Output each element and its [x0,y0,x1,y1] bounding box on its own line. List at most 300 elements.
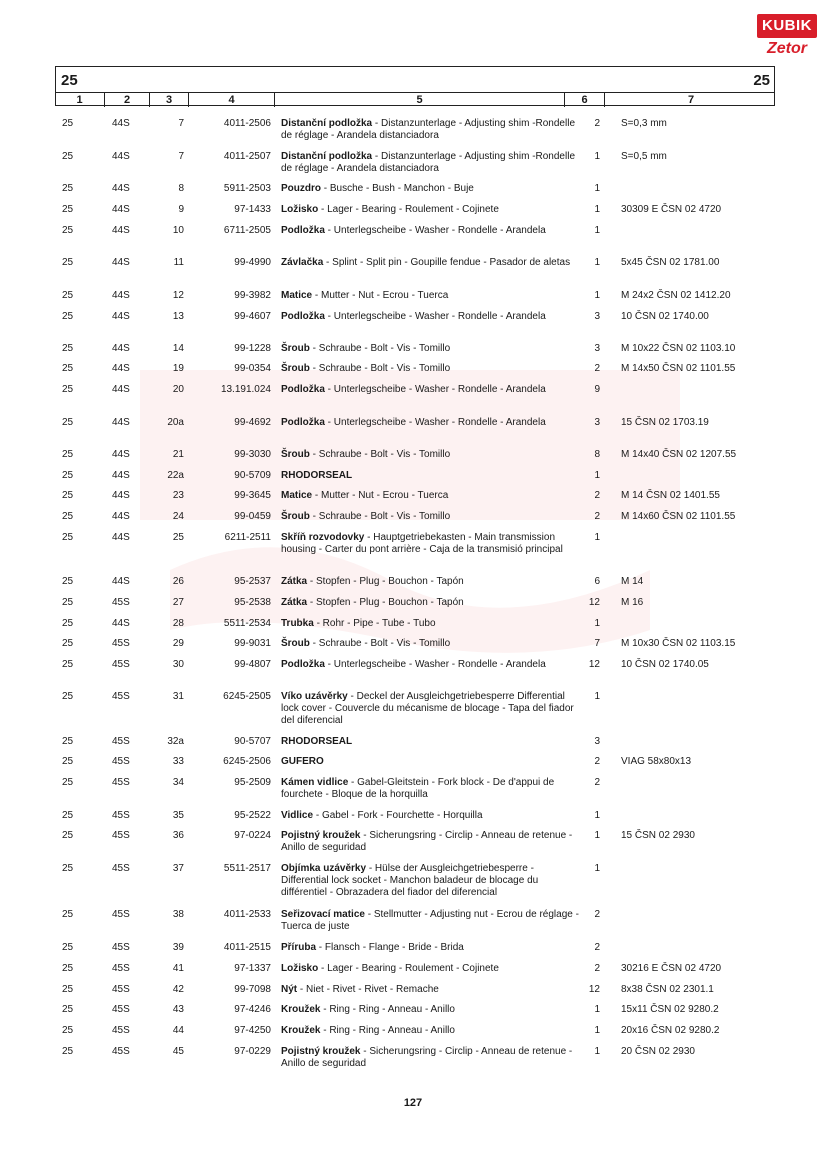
quantity-cell: 3 [594,311,600,322]
kubik-zetor-logo [757,14,817,66]
description-cell [281,638,581,650]
quantity-cell: 3 [594,343,600,354]
group-cell: 44S [112,311,130,322]
group-cell: 45S [112,863,130,874]
section-cell: 25 [62,659,74,670]
section-cell: 25 [62,343,74,354]
part-name: Pouzdro [281,183,321,194]
group-cell: 44S [112,183,130,194]
group-cell: 45S [112,736,130,747]
position-cell: 10 [172,225,184,236]
part-name: Kroužek [281,1025,321,1036]
part-number-cell: 95-2537 [234,576,271,587]
part-name: Skříň rozvodovky [281,532,365,543]
position-cell: 37 [172,863,184,874]
quantity-cell: 1 [594,470,600,481]
description-cell [281,449,581,461]
section-cell: 25 [62,204,74,215]
part-number-cell: 97-0224 [234,830,271,841]
section-cell: 25 [62,576,74,587]
part-number-cell: 5511-2534 [223,618,271,629]
logo-kubik-text: KUBIK [757,14,817,38]
part-translations: - Gabel-Gleitstein - Fork block - De d'appui de fourchete - Bloque de la horquilla [281,777,555,800]
part-number-cell: 97-1433 [234,204,271,215]
group-cell: 44S [112,204,130,215]
group-cell: 44S [112,449,130,460]
group-cell: 44S [112,151,130,162]
quantity-cell: 1 [594,1025,600,1036]
part-name: Podložka [281,659,325,670]
position-cell: 23 [172,490,184,501]
group-cell: 45S [112,963,130,974]
part-name: Podložka [281,225,325,236]
part-name: Matice [281,490,313,501]
group-cell: 45S [112,1025,130,1036]
page-number: 127 [403,1097,423,1109]
part-translations: - Sicherungsring - Circlip - Anneau de retenue - Anillo de seguridad [281,1046,573,1069]
part-number-cell: 4011-2533 [223,909,271,920]
section-cell: 25 [62,290,74,301]
part-number-cell: 6245-2505 [223,691,271,702]
section-cell: 25 [62,909,74,920]
part-name: Zátka [281,597,308,608]
part-number-cell: 5911-2503 [223,183,271,194]
section-cell: 25 [62,863,74,874]
part-translations: - Busche - Bush - Manchon - Buje [321,183,474,194]
position-cell: 11 [173,257,184,268]
part-number-cell: 99-4607 [234,311,271,322]
section-cell: 25 [62,1025,74,1036]
section-cell: 25 [62,1046,74,1057]
part-name: RHODORSEAL [281,470,353,481]
position-cell: 44 [172,1025,184,1036]
position-cell: 41 [172,963,184,974]
part-translations: - Schraube - Bolt - Vis - Tomillo [309,638,451,649]
group-cell: 45S [112,1046,130,1057]
part-translations: - Unterlegscheibe - Washer - Rondelle - Arandela [324,311,546,322]
group-cell: 44S [112,618,130,629]
section-cell: 25 [62,311,74,322]
part-translations: - Schraube - Bolt - Vis - Tomillo [309,343,451,354]
group-cell: 44S [112,532,130,543]
part-name: Kámen vidlice [281,777,349,788]
section-cell: 25 [62,449,74,460]
position-cell: 45 [172,1046,184,1057]
group-cell: 44S [112,363,130,374]
part-number-cell: 99-0354 [234,363,271,374]
group-cell: 45S [112,942,130,953]
part-name: Ložisko [281,204,319,215]
part-name: Podložka [281,311,325,322]
description-cell [281,511,581,523]
position-cell: 26 [172,576,184,587]
section-cell: 25 [62,183,74,194]
part-translations: - Unterlegscheibe - Washer - Rondelle - Arandela [324,659,546,670]
group-cell: 45S [112,909,130,920]
part-number-cell: 99-4990 [234,257,271,268]
description-cell [281,151,581,175]
position-cell: 29 [172,638,184,649]
note-cell: M 10x30 ČSN 02 1103.15 [621,638,736,649]
part-name: Závlačka [281,257,324,268]
part-translations: - Lager - Bearing - Roulement - Cojinete [318,204,499,215]
group-cell: 44S [112,257,130,268]
description-cell [281,736,581,748]
description-cell [281,183,581,195]
position-cell: 28 [172,618,184,629]
part-number-cell: 97-1337 [234,963,271,974]
part-number-cell: 6211-2511 [224,532,271,543]
quantity-cell: 1 [594,225,600,236]
quantity-cell: 12 [588,597,600,608]
note-cell: 5x45 ČSN 02 1781.00 [621,257,720,268]
position-cell: 27 [172,597,184,608]
part-number-cell: 6245-2506 [223,756,271,767]
quantity-cell: 3 [594,417,600,428]
position-cell: 14 [172,343,184,354]
description-cell [281,118,581,142]
quantity-cell: 1 [594,1004,600,1015]
description-cell [281,490,581,502]
description-cell [281,984,581,996]
description-cell [281,1025,581,1037]
column-number-2: 2 [105,93,150,107]
quantity-cell: 2 [594,490,600,501]
part-number-cell: 4011-2506 [223,118,271,129]
position-cell: 35 [172,810,184,821]
position-cell: 30 [172,659,184,670]
description-cell [281,311,581,323]
quantity-cell: 2 [594,963,600,974]
section-number-right: 25 [753,72,770,89]
part-translations: - Splint - Split pin - Goupille fendue - Pasador de aletas [323,257,571,268]
column-number-row [55,92,775,107]
group-cell: 44S [112,470,130,481]
description-cell [281,909,581,933]
part-translations: - Gabel - Fork - Fourchette - Horquilla [313,810,483,821]
position-cell: 33 [172,756,184,767]
section-cell: 25 [62,532,74,543]
description-cell [281,810,581,822]
part-number-cell: 99-1228 [234,343,271,354]
part-number-cell: 97-4246 [234,1004,271,1015]
part-translations: - Hauptgetriebekasten - Main transmission housing - Carter du pont arrière - Caja de la transmisió principal [281,532,563,555]
part-number-cell: 97-0229 [234,1046,271,1057]
part-translations: - Schraube - Bolt - Vis - Tomillo [309,511,451,522]
part-number-cell: 99-4807 [234,659,271,670]
section-cell: 25 [62,417,74,428]
description-cell [281,1004,581,1016]
position-cell: 39 [172,942,184,953]
section-cell: 25 [62,756,74,767]
part-number-cell: 4011-2515 [223,942,271,953]
quantity-cell: 12 [588,659,600,670]
section-cell: 25 [62,151,74,162]
note-cell: M 14x40 ČSN 02 1207.55 [621,449,737,460]
part-name: RHODORSEAL [281,736,353,747]
section-cell: 25 [62,257,74,268]
part-number-cell: 95-2509 [234,777,271,788]
group-cell: 45S [112,984,130,995]
part-translations: - Distanzunterlage - Adjusting shim -Rondelle de réglage - Arandela distanciadora [281,118,576,141]
section-cell: 25 [62,963,74,974]
part-translations: - Schraube - Bolt - Vis - Tomillo [309,363,451,374]
section-cell: 25 [62,810,74,821]
part-translations: - Mutter - Nut - Ecrou - Tuerca [312,290,449,301]
quantity-cell: 8 [594,449,600,460]
part-translations: - Unterlegscheibe - Washer - Rondelle - Arandela [324,225,546,236]
position-cell: 36 [172,830,184,841]
part-translations: - Rohr - Pipe - Tube - Tubo [313,618,436,629]
column-number-7: 7 [687,94,695,106]
note-cell: 10 ČSN 02 1740.00 [621,311,709,322]
part-name: Příruba [281,942,317,953]
part-number-cell: 4011-2507 [223,151,271,162]
part-name: Distanční podložka [281,118,373,129]
part-name: GUFERO [281,756,324,767]
quantity-cell: 6 [594,576,600,587]
table-header [55,66,775,106]
section-cell: 25 [62,942,74,953]
quantity-cell: 1 [594,151,600,162]
note-cell: S=0,3 mm [621,118,667,129]
note-cell: 15 ČSN 02 2930 [621,830,695,841]
part-name: Zátka [281,576,308,587]
position-cell: 32a [167,736,184,747]
description-cell [281,863,581,899]
quantity-cell: 2 [594,756,600,767]
group-cell: 45S [112,756,130,767]
position-cell: 20 [172,384,184,395]
position-cell: 25 [172,532,184,543]
part-number-cell: 99-7098 [234,984,271,995]
note-cell: 30309 E ČSN 02 4720 [621,204,722,215]
quantity-cell: 1 [594,1046,600,1057]
description-cell [281,942,581,954]
part-name: Podložka [281,384,325,395]
note-cell: 20 ČSN 02 2930 [621,1046,695,1057]
column-number-1: 1 [55,93,105,107]
part-translations: - Sicherungsring - Circlip - Anneau de retenue - Anillo de seguridad [281,830,573,853]
part-name: Ložisko [281,963,319,974]
part-name: Šroub [281,638,310,649]
position-cell: 22a [167,470,184,481]
quantity-cell: 1 [594,618,600,629]
note-cell: 8x38 ČSN 02 2301.1 [621,984,714,995]
description-cell [281,363,581,375]
note-cell: M 24x2 ČSN 02 1412.20 [621,290,731,301]
quantity-cell: 2 [594,909,600,920]
part-translations: - Niet - Rivet - Rivet - Remache [297,984,439,995]
part-name: Šroub [281,363,310,374]
part-name: Pojistný kroužek [281,830,361,841]
description-cell [281,257,581,269]
group-cell: 44S [112,343,130,354]
part-number-cell: 99-0459 [234,511,271,522]
section-cell: 25 [62,490,74,501]
part-number-cell: 99-3030 [234,449,271,460]
column-number-5: 5 [275,93,565,107]
note-cell: 15x11 ČSN 02 9280.2 [621,1004,719,1015]
part-translations: - Stopfen - Plug - Bouchon - Tapón [307,597,464,608]
position-cell: 20a [167,417,184,428]
section-cell: 25 [62,384,74,395]
group-cell: 44S [112,417,130,428]
section-cell: 25 [62,118,74,129]
description-cell [281,576,581,588]
column-number-3: 3 [150,93,189,107]
logo-zetor-text: Zetor [767,40,807,57]
position-cell: 9 [178,204,184,215]
position-cell: 38 [172,909,184,920]
quantity-cell: 7 [594,638,600,649]
part-translations: - Unterlegscheibe - Washer - Rondelle - Arandela [324,417,546,428]
group-cell: 44S [112,290,130,301]
group-cell: 44S [112,511,130,522]
part-name: Vidlice [281,810,314,821]
part-number-cell: 95-2522 [234,810,271,821]
position-cell: 12 [172,290,184,301]
quantity-cell: 1 [594,830,600,841]
quantity-cell: 9 [594,384,600,395]
quantity-cell: 1 [594,183,600,194]
part-number-cell: 99-3645 [234,490,271,501]
section-number-left: 25 [61,72,78,89]
description-cell [281,1046,581,1070]
quantity-cell: 3 [594,736,600,747]
section-cell: 25 [62,618,74,629]
quantity-cell: 2 [594,363,600,374]
part-name: Matice [281,290,313,301]
description-cell [281,343,581,355]
position-cell: 42 [172,984,184,995]
note-cell: M 14 [621,576,644,587]
section-cell: 25 [62,225,74,236]
note-cell: S=0,5 mm [621,151,667,162]
part-number-cell: 90-5709 [234,470,271,481]
part-translations: - Ring - Ring - Anneau - Anillo [320,1025,455,1036]
description-cell [281,756,581,768]
part-name: Podložka [281,417,325,428]
group-cell: 44S [112,118,130,129]
part-translations: - Ring - Ring - Anneau - Anillo [320,1004,455,1015]
quantity-cell: 2 [594,118,600,129]
group-cell: 44S [112,490,130,501]
section-cell: 25 [62,777,74,788]
part-name: Seřizovací matice [281,909,365,920]
part-number-cell: 97-4250 [234,1025,271,1036]
part-number-cell: 99-9031 [234,638,271,649]
description-cell [281,204,581,216]
position-cell: 8 [178,183,184,194]
description-cell [281,659,581,671]
group-cell: 45S [112,1004,130,1015]
column-number-6: 6 [565,93,605,107]
part-translations: - Hülse der Ausgleichgetriebesperre - Differential lock socket - Manchon baladeur de blocage du différentiel - Obrazadera del fiador del diferencial [281,863,539,898]
position-cell: 19 [172,363,184,374]
description-cell [281,225,581,237]
position-cell: 21 [172,449,184,460]
part-number-cell: 99-3982 [234,290,271,301]
group-cell: 45S [112,659,130,670]
note-cell: 20x16 ČSN 02 9280.2 [621,1025,720,1036]
note-cell: VIAG 58x80x13 [621,756,692,767]
position-cell: 43 [172,1004,184,1015]
description-cell [281,777,581,801]
part-translations: - Stellmutter - Adjusting nut - Ecrou de réglage - Tuerca de juste [281,909,579,932]
quantity-cell: 2 [594,511,600,522]
position-cell: 13 [172,311,184,322]
quantity-cell: 1 [594,863,600,874]
column-number-4: 4 [189,93,275,107]
quantity-cell: 1 [594,290,600,301]
part-translations: - Distanzunterlage - Adjusting shim -Rondelle de réglage - Arandela distanciadora [281,151,576,174]
group-cell: 45S [112,777,130,788]
section-cell: 25 [62,511,74,522]
part-number-cell: 13.191.024 [220,384,271,395]
description-cell [281,532,581,556]
description-cell [281,597,581,609]
position-cell: 24 [172,511,184,522]
part-name: Objímka uzávěrky [281,863,367,874]
section-cell: 25 [62,691,74,702]
note-cell: M 14x50 ČSN 02 1101.55 [621,363,736,374]
position-cell: 31 [172,691,184,702]
part-name: Pojistný kroužek [281,1046,361,1057]
part-number-cell: 5511-2517 [223,863,271,874]
group-cell: 45S [112,691,130,702]
group-cell: 44S [112,576,130,587]
description-cell [281,470,581,482]
quantity-cell: 1 [594,532,600,543]
part-name: Šroub [281,449,310,460]
part-name: Kroužek [281,1004,321,1015]
position-cell: 7 [178,151,184,162]
description-cell [281,290,581,302]
group-cell: 45S [112,597,130,608]
quantity-cell: 1 [594,257,600,268]
section-cell: 25 [62,984,74,995]
part-number-cell: 99-4692 [234,417,271,428]
part-translations: - Lager - Bearing - Roulement - Cojinete [318,963,499,974]
note-cell: 15 ČSN 02 1703.19 [621,417,709,428]
section-cell: 25 [62,736,74,747]
part-translations: - Deckel der Ausgleichgetriebesperre Differential lock cover - Couvercle du mécanisme de blocage - Tapa del fiador del diferencial [281,691,574,726]
quantity-cell: 1 [594,204,600,215]
part-name: Trubka [281,618,314,629]
part-name: Šroub [281,343,310,354]
section-cell: 25 [62,597,74,608]
quantity-cell: 2 [594,777,600,788]
part-number-cell: 90-5707 [234,736,271,747]
section-cell: 25 [62,363,74,374]
section-cell: 25 [62,830,74,841]
description-cell [281,417,581,429]
description-cell [281,691,581,727]
part-translations: - Schraube - Bolt - Vis - Tomillo [309,449,451,460]
part-translations: - Stopfen - Plug - Bouchon - Tapón [307,576,464,587]
quantity-cell: 1 [594,810,600,821]
section-cell: 25 [62,1004,74,1015]
part-number-cell: 95-2538 [234,597,271,608]
description-cell [281,830,581,854]
quantity-cell: 1 [594,691,600,702]
position-cell: 34 [172,777,184,788]
part-name: Distanční podložka [281,151,373,162]
quantity-cell: 2 [594,942,600,953]
part-name: Víko uzávěrky [281,691,348,702]
description-cell [281,963,581,975]
